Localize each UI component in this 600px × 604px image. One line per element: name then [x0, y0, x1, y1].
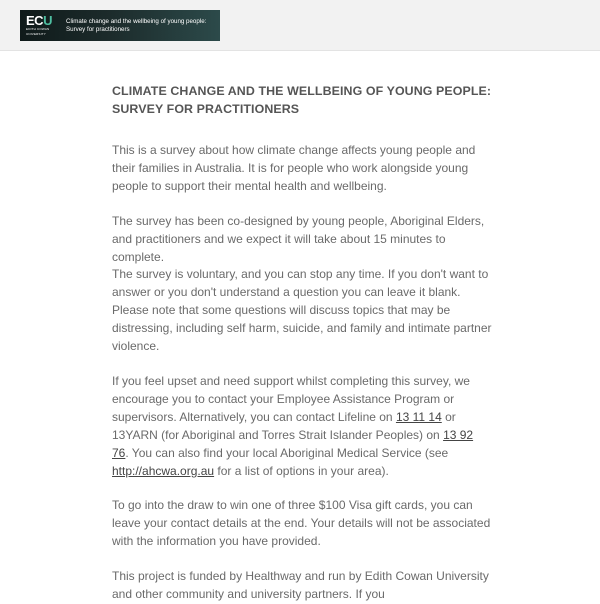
ahcwa-website-link[interactable]: http://ahcwa.org.au: [112, 463, 215, 478]
page-title-line-2: SURVEY FOR PRACTITIONERS: [112, 102, 300, 116]
survey-banner: [20, 10, 220, 41]
ecu-logo-subtitle-2: UNIVERSITY: [26, 31, 47, 36]
voluntary-paragraph: The survey is voluntary, and you can stop any time. If you don't want to answer or you don't understand a question you can leave it blank. Please note that some questions will discuss topics that may be distressing, including self harm, suicide, and family and intimate partner violence.: [112, 267, 492, 354]
support-paragraph: If you feel upset and need support whilst completing this survey, we encourage you to contact your Employee Assistance Program or supervisors. Alternatively, you can contact Lifeline on 13 11 14 or 13YARN (for Aboriginal and Torres Strait Islander Peoples) on 13 92 76. You can also find your local Aboriginal Medical Service (see http://ahcwa.org.au for a list of options in your area).: [112, 373, 474, 478]
funding-paragraph: This project is funded by Healthway and run by Edith Cowan University and other community and university partners. If you: [112, 569, 489, 602]
ecu-logo: [26, 15, 62, 36]
header-divider: [0, 50, 600, 51]
codesign-paragraph: The survey has been co-designed by young people, Aboriginal Elders, and practitioners and we expect it will take about 15 minutes to complete.: [112, 213, 485, 264]
page-title-line-1: CLIMATE CHANGE AND THE WELLBEING OF YOUNG PEOPLE:: [112, 84, 492, 98]
page-header: [0, 0, 600, 50]
13yarn-phone-link[interactable]: 13 92 76: [112, 427, 474, 460]
prize-draw-paragraph: To go into the draw to win one of three $100 Visa gift cards, you can leave your contact details at the end. Your details will not be associated with the information you have provided.: [112, 498, 491, 549]
intro-paragraph: This is a survey about how climate change affects young people and their families in Australia. It is for people who work alongside young people to support their mental health and wellbeing.: [112, 143, 476, 193]
ecu-logo-subtitle-1: EDITH COWAN: [26, 27, 50, 31]
banner-title: Climate change and the wellbeing of young people: Survey for practitioners: [66, 17, 207, 33]
survey-intro: [112, 82, 492, 604]
lifeline-phone-link[interactable]: 13 11 14: [395, 409, 442, 424]
ecu-logo-mark: ECU: [26, 13, 52, 28]
page-title: [112, 82, 492, 118]
